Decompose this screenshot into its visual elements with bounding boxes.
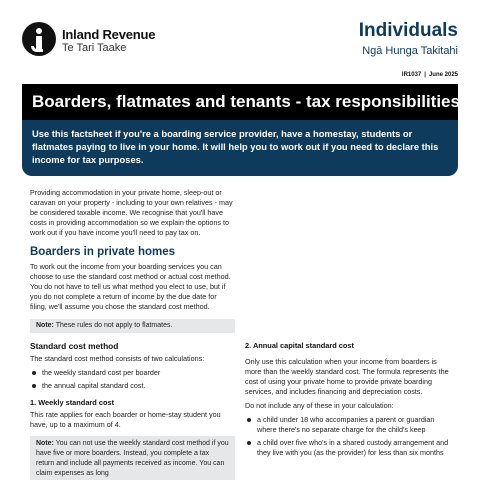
right-column [245,334,455,461]
list-item: a child under 18 who accompanies a parent or guardian where there's no separate charge for the child's keep [245,415,455,435]
page-title: Boarders, flatmates and tenants - tax responsibilities [32,92,460,111]
weekly-cost-paragraph: This rate applies for each boarder or home-stay student you have, up to a maximum of 4. [30,410,221,429]
heading-boarders: Boarders in private homes [30,246,176,258]
heading-weekly-cost: 1. Weekly standard cost [30,398,115,407]
doc-code: IR1037 [401,72,422,78]
intro-paragraph: Providing accommodation in your private home, sleep-out or caravan on your property - including to your own relatives - may be considered taxable income. We recognise that you'll have costs in providing accommodation so we explain the options to work out if you have income you'll need to pay tax on. [30,188,233,237]
exclusions-list [245,415,455,458]
title-bar [22,84,458,120]
list-item: the annual capital standard cost. [30,381,235,391]
section-title: Individuals [358,20,458,41]
boarders-paragraph: To work out the income from your boarding services you can choose to use the standard cost method or actual cost method. You do not have to tell us what method you elect to use, but if you do not complete a return of income by the due date for filing, we'll assume you chose the standard cost method. [30,262,231,311]
standard-cost-list [30,368,235,391]
heading-standard-cost: Standard cost method [30,341,119,351]
note-text: You can not use the weekly standard cost method if you have five or more boarders. Instead, you complete a tax return and include all payments received as income. You can claim expenses as long [36,440,229,477]
heading-annual-cost: 2. Annual capital standard cost [245,341,354,350]
note-five-boarders [30,436,235,480]
doc-date: June 2025 [428,72,458,78]
intro-text: Use this factsheet if you're a boarding service provider, have a homestay, students or flatmates paying to live in your home. It will help you to work out if you need to declare this income for tax purposes. [32,128,439,165]
intro-panel [22,120,458,176]
org-maori-name: Te Tari Taake [62,42,127,54]
note-label: Note: [36,440,54,447]
left-column [30,188,235,480]
note-flatmates [30,319,235,333]
standard-cost-paragraph: The standard cost method consists of two calculations: [30,354,205,363]
note-text: These rules do not apply to flatmates. [53,322,173,329]
annual-cost-paragraph: Only use this calculation when your income from boarders is more than the weekly standard cost. The formula represents the cost of using your private home to provide private boarding services, and includes financing and depreciation costs. [245,357,449,396]
exclusions-paragraph: Do not include any of these in your calculation: [245,401,394,410]
list-item: the weekly standard cost per boarder [30,368,235,378]
page-header [0,0,480,80]
list-item: a child over five who's in a shared custody arrangement and they live with you (as the provider) for less than six months [245,438,455,458]
ird-logo-icon [22,22,56,56]
doc-meta [402,72,458,78]
org-name: Inland Revenue [62,27,156,42]
note-label: Note: [36,322,54,329]
meta-divider: | [424,72,426,78]
section-maori-title: Ngā Hunga Takitahi [362,45,458,57]
